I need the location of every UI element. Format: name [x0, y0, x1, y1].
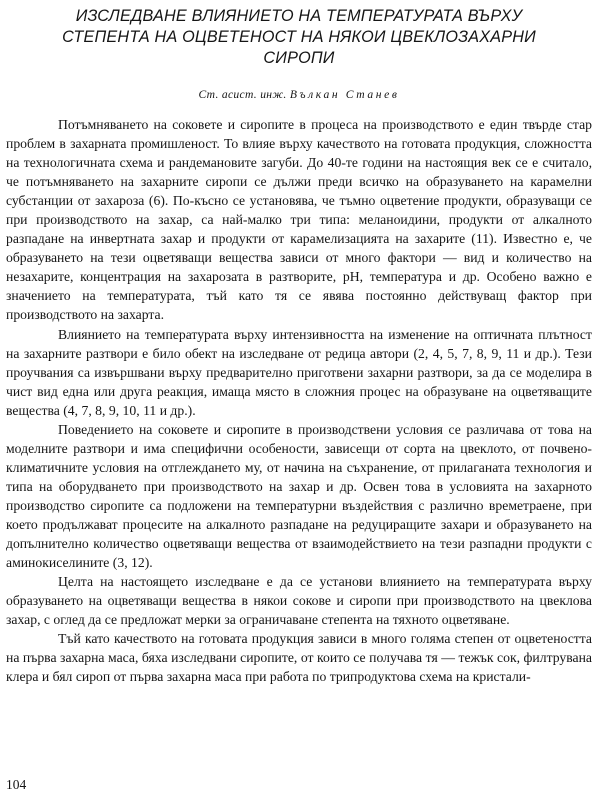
author-line — [6, 88, 592, 102]
author-prefix: Ст. асист. инж. — [198, 88, 287, 101]
title-line: ИЗСЛЕДВАНЕ ВЛИЯНИЕТО НА ТЕМПЕРАТУРАТА ВЪРХУ — [75, 7, 523, 25]
title-line: СИРОПИ — [263, 49, 335, 67]
paragraph: Влиянието на температурата върху интензивността на изменение на оптичната плътност на захарните разтвори е било обект на изследване от редица автори (2, 4, 5, 7, 8, 9, 11 и др.). Тези проучвания са извършвани върху предварително приготвени захарни разтвори, за да се моделира в чист вид една или друга реакция, имаща място в сложния процес на образуване на оцветяващите вещества (4, 7, 8, 9, 10, 11 и др.). — [6, 326, 592, 418]
article-title — [6, 6, 592, 69]
paragraph: Тъй като качеството на готовата продукция зависи в много голяма степен от оцветеността на първа захарна маса, бяха изследвани сиропите, от които се получава тя — тежък сок, филтрувана клера и бял сироп от първа захарна маса при работа по трипродуктова схема на кристали- — [6, 631, 592, 685]
title-line: СТЕПЕНТА НА ОЦВЕТЕНОСТ НА НЯКОИ ЦВЕКЛОЗАХАРНИ — [62, 28, 536, 46]
author-name: Вълкан Станев — [289, 88, 400, 101]
page-number: 104 — [6, 777, 27, 792]
paragraph: Поведението на соковете и сиропите в производствени условия се различава от това на моделните разтвори и има специфични особености, зависещи от сорта на цвеклото, от почвено-климатичните условия на отглеждането му, от начина на съхранение, от прилаганата технология и типа на оборудването при производството на захар и др. Освен това в условията на захарното производство сиропите са подложени на температурни въздействия с различно времетраене, при което продължават процесите на алкалното разпадане на редуциращите захари и образуването на допълнително количество оцветяващи вещества от взаимодействието на тези разпадни продукти с аминокиселините (3, 12). — [6, 421, 592, 571]
paragraph: Целта на настоящето изследване е да се установи влиянието на температурата върху образуването на оцветяващи вещества в някои сокове и сиропи при производството на цвеклова захар, с оглед да се предложат мерки за ограничаване степента на тяхното оцветяване. — [6, 574, 592, 628]
article-body — [6, 115, 592, 686]
paragraph: Потъмняването на соковете и сиропите в процеса на производството е един твърде стар проблем в захарната промишленост. То влияе върху качеството на готовата продукция, сложността на технологичната схема и рандемановите загуби. До 40-те години на настоящия век се е считало, че потъмняването на захарните сиропи се дължи преди всичко на образуването на карамелни субстанции от захароза (6). По-късно се установява, че тъмно оцветение продукти, образуващи се при производството на захар, са най-малко три типа: меланоидини, продукти от алкалното разпадане на инвертната захар и продукти от карамелизацията на захарите (11). Известно е, че образуването на тези оцветяващи вещества зависи от много фактори — вид и количество на незахарите, концентрация на захарозата в разтворите, pH, температура и др. Особено важно е значението на температурата, тъй като тя се явява постоянно действуващ фактор при производството на захарта. — [6, 117, 592, 323]
